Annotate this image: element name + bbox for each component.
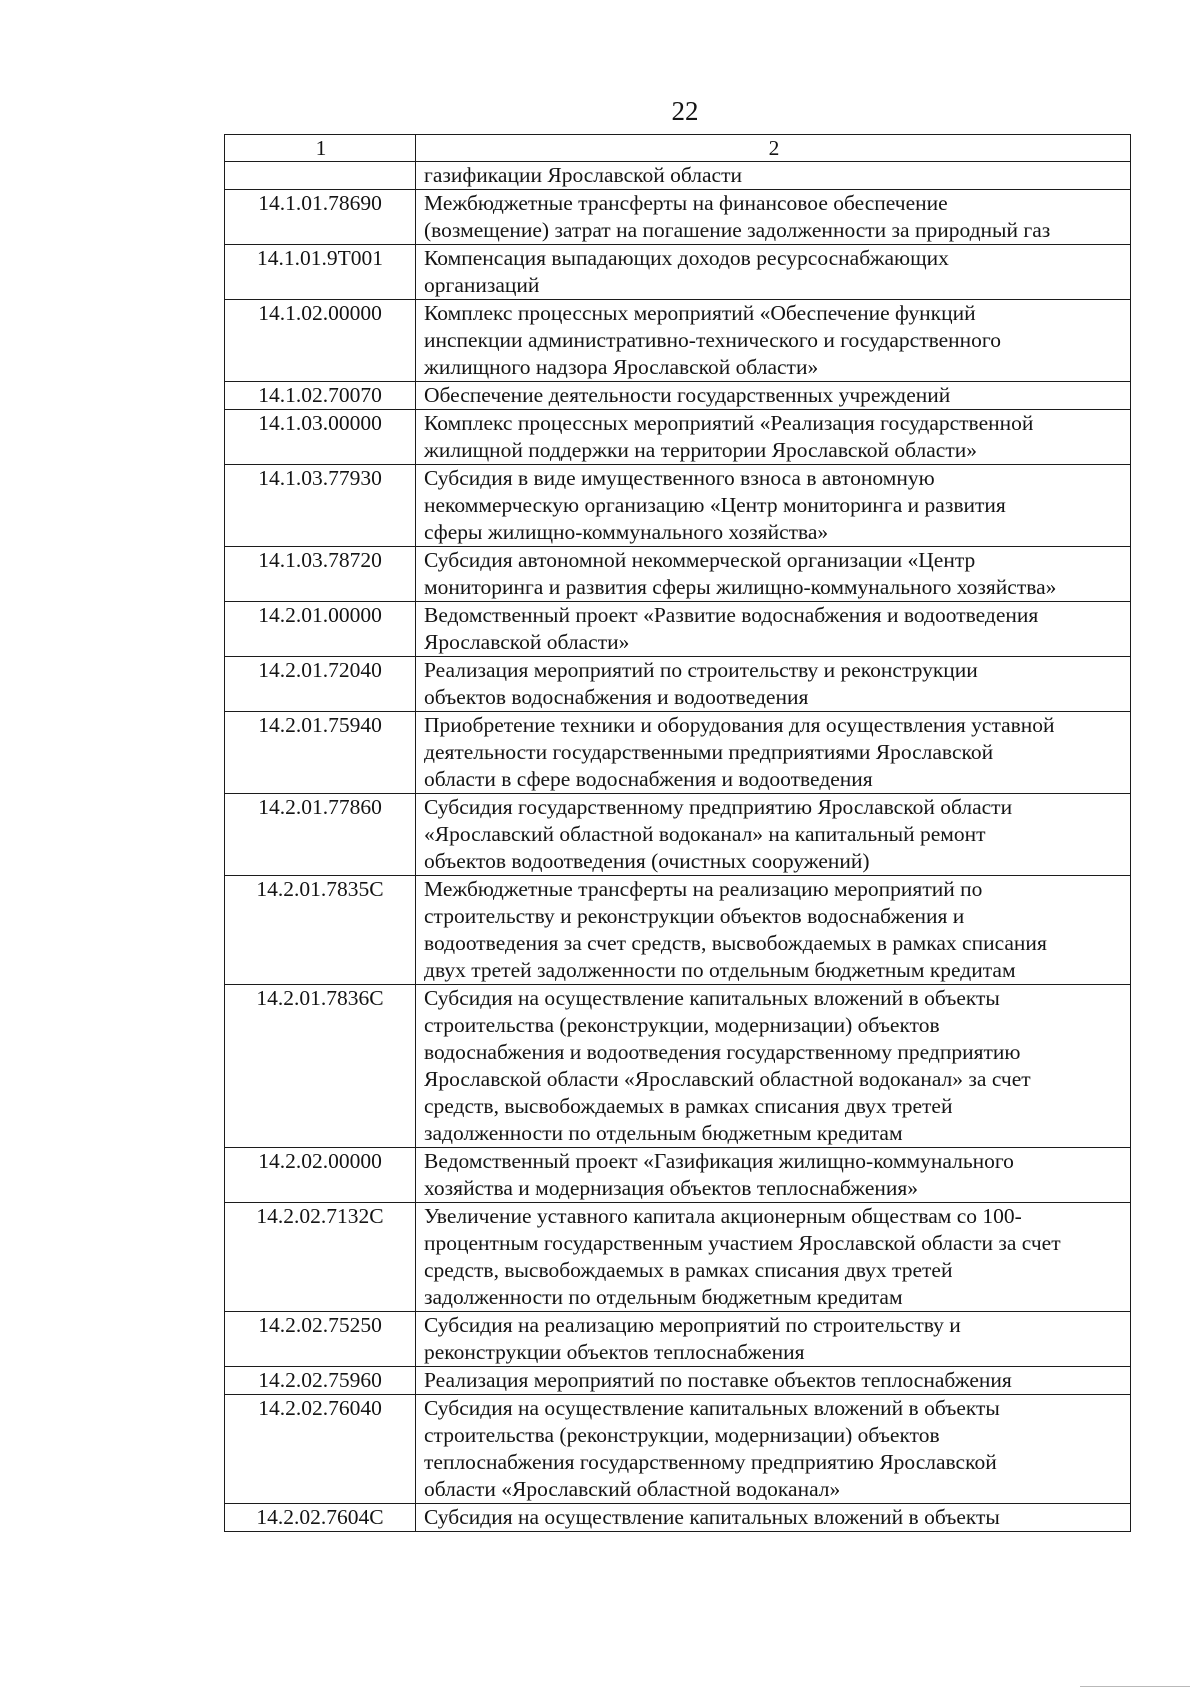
- table-row: [225, 245, 1131, 300]
- row-code: 14.2.02.76040: [225, 1395, 416, 1504]
- row-code: 14.1.03.00000: [225, 410, 416, 465]
- row-description: Комплекс процессных мероприятий «Реализация государственной жилищной поддержки на территории Ярославской области»: [416, 410, 1131, 465]
- table-row: [225, 657, 1131, 712]
- table-row: [225, 382, 1131, 410]
- row-code: 14.2.02.75960: [225, 1367, 416, 1395]
- table-row: [225, 1312, 1131, 1367]
- row-description: Субсидия на реализацию мероприятий по строительству и реконструкции объектов теплоснабжения: [416, 1312, 1131, 1367]
- table-row: [225, 985, 1131, 1148]
- row-code: 14.2.01.75940: [225, 712, 416, 794]
- column-header-description: 2: [416, 135, 1131, 162]
- row-description: Субсидия в виде имущественного взноса в автономную некоммерческую организацию «Центр мониторинга и развития сферы жилищно-коммунального хозяйства»: [416, 465, 1131, 547]
- table-row: [225, 712, 1131, 794]
- row-description: Субсидия на осуществление капитальных вложений в объекты строительства (реконструкции, модернизации) объектов водоснабжения и водоотведения государственному предприятию Ярославской области «Ярославский областной водоканал» за счет средств, высвобождаемых в рамках списания двух третей задолженности по отдельным бюджетным кредитам: [416, 985, 1131, 1148]
- row-description: Межбюджетные трансферты на финансовое обеспечение (возмещение) затрат на погашение задолженности за природный газ: [416, 190, 1131, 245]
- row-description: Субсидия на осуществление капитальных вложений в объекты: [416, 1504, 1131, 1532]
- table-row: [225, 410, 1131, 465]
- table-row: [225, 1395, 1131, 1504]
- row-description: Комплекс процессных мероприятий «Обеспечение функций инспекции административно-технического и государственного жилищного надзора Ярославской области»: [416, 300, 1131, 382]
- table-row: [225, 602, 1131, 657]
- row-code: 14.2.01.7836С: [225, 985, 416, 1148]
- row-description: Ведомственный проект «Развитие водоснабжения и водоотведения Ярославской области»: [416, 602, 1131, 657]
- row-description: Реализация мероприятий по поставке объектов теплоснабжения: [416, 1367, 1131, 1395]
- row-code: 14.2.01.72040: [225, 657, 416, 712]
- budget-classification-table: [224, 134, 1131, 1532]
- row-description: Компенсация выпадающих доходов ресурсоснабжающих организаций: [416, 245, 1131, 300]
- row-code: 14.2.01.7835С: [225, 876, 416, 985]
- table-row: [225, 1148, 1131, 1203]
- row-description: Межбюджетные трансферты на реализацию мероприятий по строительству и реконструкции объектов водоснабжения и водоотведения за счет средств, высвобождаемых в рамках списания двух третей задолженности по отдельным бюджетным кредитам: [416, 876, 1131, 985]
- table-header-row: [225, 135, 1131, 162]
- page-number: 22: [671, 96, 699, 126]
- row-description: Реализация мероприятий по строительству и реконструкции объектов водоснабжения и водоотведения: [416, 657, 1131, 712]
- row-code: 14.1.01.78690: [225, 190, 416, 245]
- row-description: Увеличение уставного капитала акционерным обществам со 100- процентным государственным участием Ярославской области за счет средств, высвобождаемых в рамках списания двух третей задолженности по отдельным бюджетным кредитам: [416, 1203, 1131, 1312]
- table-row: [225, 794, 1131, 876]
- row-description: Ведомственный проект «Газификация жилищно-коммунального хозяйства и модернизация объектов теплоснабжения»: [416, 1148, 1131, 1203]
- row-code: 14.2.02.00000: [225, 1148, 416, 1203]
- row-code: 14.2.02.75250: [225, 1312, 416, 1367]
- table-row: [225, 1504, 1131, 1532]
- row-description: Субсидия государственному предприятию Ярославской области «Ярославский областной водоканал» на капитальный ремонт объектов водоотведения (очистных сооружений): [416, 794, 1131, 876]
- row-description: газификации Ярославской области: [416, 162, 1131, 190]
- row-description: Приобретение техники и оборудования для осуществления уставной деятельности государственными предприятиями Ярославской области в сфере водоснабжения и водоотведения: [416, 712, 1131, 794]
- row-code: 14.1.01.9Т001: [225, 245, 416, 300]
- column-header-code: 1: [225, 135, 416, 162]
- table-row: [225, 1367, 1131, 1395]
- row-description: Обеспечение деятельности государственных учреждений: [416, 382, 1131, 410]
- row-code: 14.1.02.70070: [225, 382, 416, 410]
- row-code: 14.2.02.7604С: [225, 1504, 416, 1532]
- row-code: 14.1.03.78720: [225, 547, 416, 602]
- row-description: Субсидия автономной некоммерческой организации «Центр мониторинга и развития сферы жилищно-коммунального хозяйства»: [416, 547, 1131, 602]
- row-code: 14.1.02.00000: [225, 300, 416, 382]
- row-description: Субсидия на осуществление капитальных вложений в объекты строительства (реконструкции, модернизации) объектов теплоснабжения государственному предприятию Ярославской области «Ярославский областной водоканал»: [416, 1395, 1131, 1504]
- table-row: [225, 876, 1131, 985]
- table-row: [225, 300, 1131, 382]
- table-row: [225, 465, 1131, 547]
- table-row: [225, 1203, 1131, 1312]
- scan-artifact-line: [1080, 1686, 1190, 1687]
- row-code: 14.2.01.00000: [225, 602, 416, 657]
- row-code: 14.1.03.77930: [225, 465, 416, 547]
- table-body: [225, 135, 1131, 1532]
- row-code: 14.2.01.77860: [225, 794, 416, 876]
- table-row: [225, 190, 1131, 245]
- table-row: [225, 162, 1131, 190]
- row-code: 14.2.02.7132С: [225, 1203, 416, 1312]
- row-code: [225, 162, 416, 190]
- table-row: [225, 547, 1131, 602]
